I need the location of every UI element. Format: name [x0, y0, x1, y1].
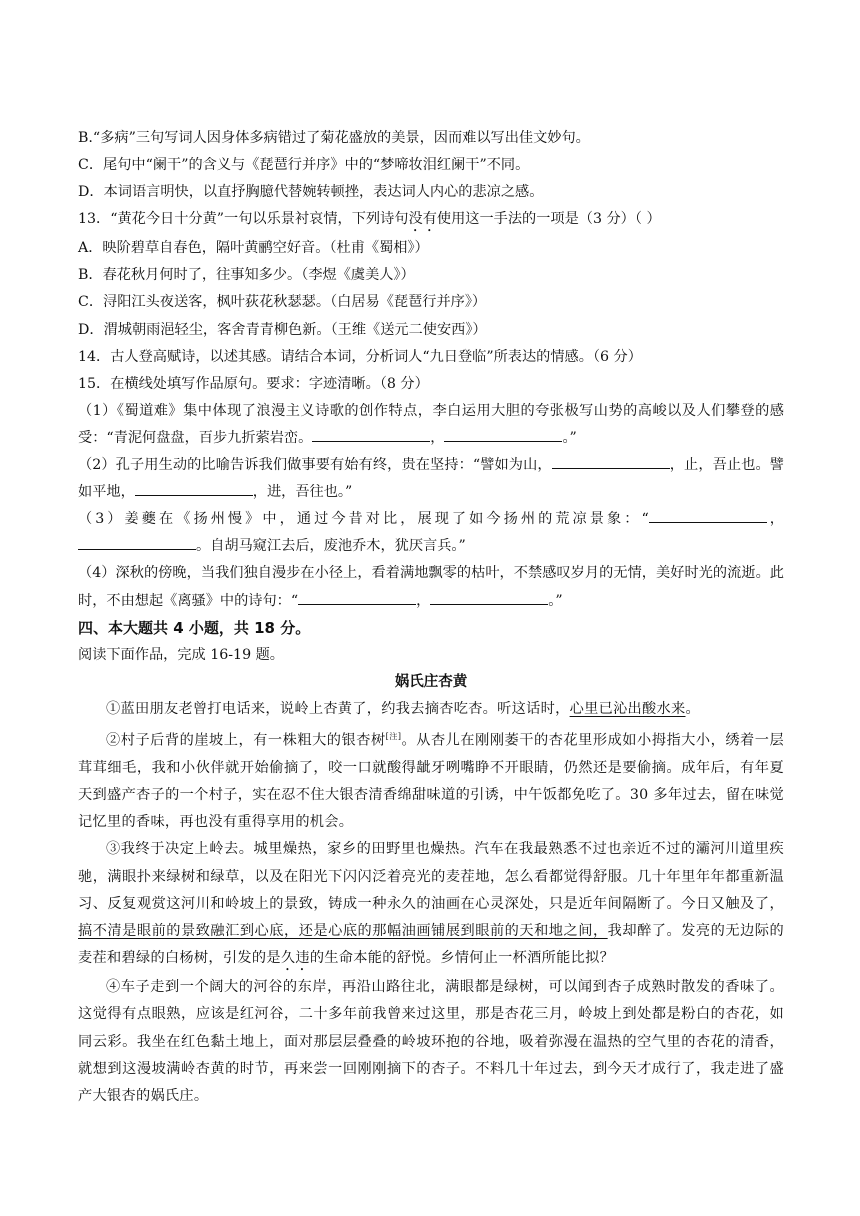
q15-item-2-tail: ，进，吾往也。”: [252, 484, 353, 501]
q12-option-d: D．本词语言明快，以直抒胸臆代替婉转顿挫，表达词人内心的悲凉之感。: [78, 184, 544, 201]
section-heading: 四、本大题共 4 小题，共 18 分。: [78, 618, 311, 637]
answer-blank[interactable]: [444, 427, 562, 442]
paragraph-2: [78, 723, 784, 837]
paragraph-3: [78, 836, 784, 974]
q15-item-1: [78, 398, 784, 452]
p3-tail: 的生命本能的舒悦。乡情何止一杯酒所能比拟？: [309, 950, 615, 967]
p1-tail: 。: [685, 700, 701, 717]
answer-blank[interactable]: [298, 590, 416, 605]
q15-item-4-sep: ，: [416, 592, 431, 609]
q15-item-3: [78, 506, 784, 560]
q15-item-1-tail: 。”: [562, 429, 577, 446]
footnote-marker: [注]: [385, 731, 402, 741]
q15-item-3-tail: 。自胡马窥江去后，废池乔木，犹厌言兵。”: [196, 538, 466, 555]
p3-text: ③我终于决定上岭去。城里燥热，家乡的田野里也燥热。汽车在我最熟悉不过也亲近不过的灞河川道里疾驰，满眼扑来绿树和绿草，以及在阳光下闪闪泛着亮光的麦茬地，怎么看都觉得舒服。几十年里年年都重新温习、反复观赏这河川和岭坡上的景致，铸成一种永久的油画在心灵深处，只是近年间隔断了。今日又触及了，: [78, 841, 784, 912]
q14-stem: 14．古人登高赋诗，以述其感。请结合本词，分析词人“九日登临”所表达的情感。（6 分）: [78, 348, 642, 365]
answer-blank[interactable]: [430, 590, 548, 605]
answer-blank[interactable]: [78, 535, 196, 550]
q15-stem: 15．在横线处填写作品原句。要求：字迹清晰。（8 分）: [78, 375, 429, 392]
answer-blank[interactable]: [649, 508, 767, 523]
q15-item-2-mid: ，止，吾止也。譬如平地，: [78, 457, 784, 501]
q15-item-1-text: （1）《蜀道难》集中体现了浪漫主义诗歌的创作特点，李白运用大胆的夸张极写山势的高峻以及人们攀登的感受：“青泥何盘盘，百步九折萦岩峦。: [78, 402, 784, 446]
p2-tail: 。从杏儿在刚刚萎干的杏花里形成如小拇指大小，绣着一层茸茸细毛，我和小伙伴就开始偷摘了，咬一口就酸得龇牙咧嘴睁不开眼睛，仍然还是要偷摘。成年后，有年夏天到盛产杏子的一个村子，实在忍不住大银杏清香绵甜味道的引诱，中午饭都免吃了。30 多年过去，留在味觉记忆里的香味，再也没有重得享用的机会。: [78, 732, 784, 831]
p1-text: ①蓝田朋友老曾打电话来，说岭上杏黄了，约我去摘杏吃杏。听这话时，: [106, 700, 570, 717]
q15-item-3-sep: ，: [766, 511, 784, 528]
q13-option-a: A．映阶碧草自春色，隔叶黄鹂空好音。（杜甫《蜀相》）: [78, 240, 429, 257]
q13-stem-tail: 使用这一手法的一项是（3 分）（ ）: [436, 211, 661, 228]
q15-item-4: [78, 560, 784, 614]
q13-option-b: B．春花秋月何时了，往事知多少。（李煜《虞美人》）: [78, 267, 415, 284]
q15-item-4-tail: 。”: [548, 592, 563, 609]
q13-option-c: C．浔阳江头夜送客，枫叶荻花秋瑟瑟。（白居易《琵琶行并序》）: [78, 294, 487, 311]
q13-option-d: D．渭城朝雨浥轻尘，客舍青青柳色新。（王维《送元二使安西》）: [78, 321, 487, 338]
answer-blank[interactable]: [312, 427, 430, 442]
paragraph-4: ④车子走到一个阔大的河谷的东岸，再沿山路往北，满眼都是绿树，可以闻到杏子成熟时散发的香味了。这觉得有点眼熟，应该是红河谷，二十多年前我曾来过这里，那是杏花三月，岭坡上到处都是粉白的杏花，如同云彩。我坐在红色黏土地上，面对那层层叠叠的岭坡环抱的谷地，吸着弥漫在温热的空气里的杏花的清香，就想到这漫坡满岭杏黄的时节，再来尝一回刚刚摘下的杏子。不料几十年过去，到今天才成行了，我走进了盛产大银杏的娲氏庄。: [78, 979, 784, 1105]
q15-item-4-text: （4）深秋的傍晚，当我们独自漫步在小径上，看着满地飘零的枯叶，不禁感叹岁月的无情，美好时光的流逝。此时，不由想起《离骚》中的诗句：“: [78, 565, 784, 609]
q13-emphasis: 没有: [408, 211, 437, 228]
passage-title: 娲氏庄杏黄: [394, 673, 468, 690]
section-intro: 阅读下面作品，完成 16-19 题。: [78, 646, 284, 663]
p3-underlined: 搞不清是眼前的景致融汇到心底，还是心底的那幅油画铺展到眼前的天和地之间，: [78, 923, 608, 940]
q12-option-b: B.“多病”三句写词人因身体多病错过了菊花盛放的美景，因而难以写出佳文妙句。: [78, 130, 590, 146]
q13-stem-text: 13．“黄花今日十分黄”一句以乐景衬哀情，下列诗句: [78, 211, 409, 228]
paragraph-1: [78, 696, 784, 723]
exam-page: [78, 125, 784, 1110]
q15-item-2: [78, 452, 784, 506]
p3-mid: 我却醉了。发亮的无边际的麦茬和碧绿的白杨树，引发的是: [78, 923, 784, 967]
q15-item-2-text: （2）孔子用生动的比喻告诉我们做事要有始有终，贵在坚持：“譬如为山，: [78, 457, 552, 474]
answer-blank[interactable]: [135, 481, 253, 496]
q12-option-c: C．尾句中“阑干”的含义与《琵琶行并序》中的“梦啼妆泪红阑干”不同。: [78, 157, 530, 174]
q15-item-3-text: （3）姜夔在《扬州慢》中，通过今昔对比，展现了如今扬州的荒凉景象：“: [78, 511, 649, 528]
q15-item-1-sep: ，: [430, 429, 445, 446]
q13-stem: [78, 206, 784, 235]
p1-underlined: 心里已沁出酸水来: [569, 700, 686, 717]
p2-text: ②村子后背的崖坡上，有一株粗大的银杏树: [106, 732, 386, 749]
p3-emphasis: 久违: [280, 950, 310, 967]
answer-blank[interactable]: [552, 454, 670, 469]
